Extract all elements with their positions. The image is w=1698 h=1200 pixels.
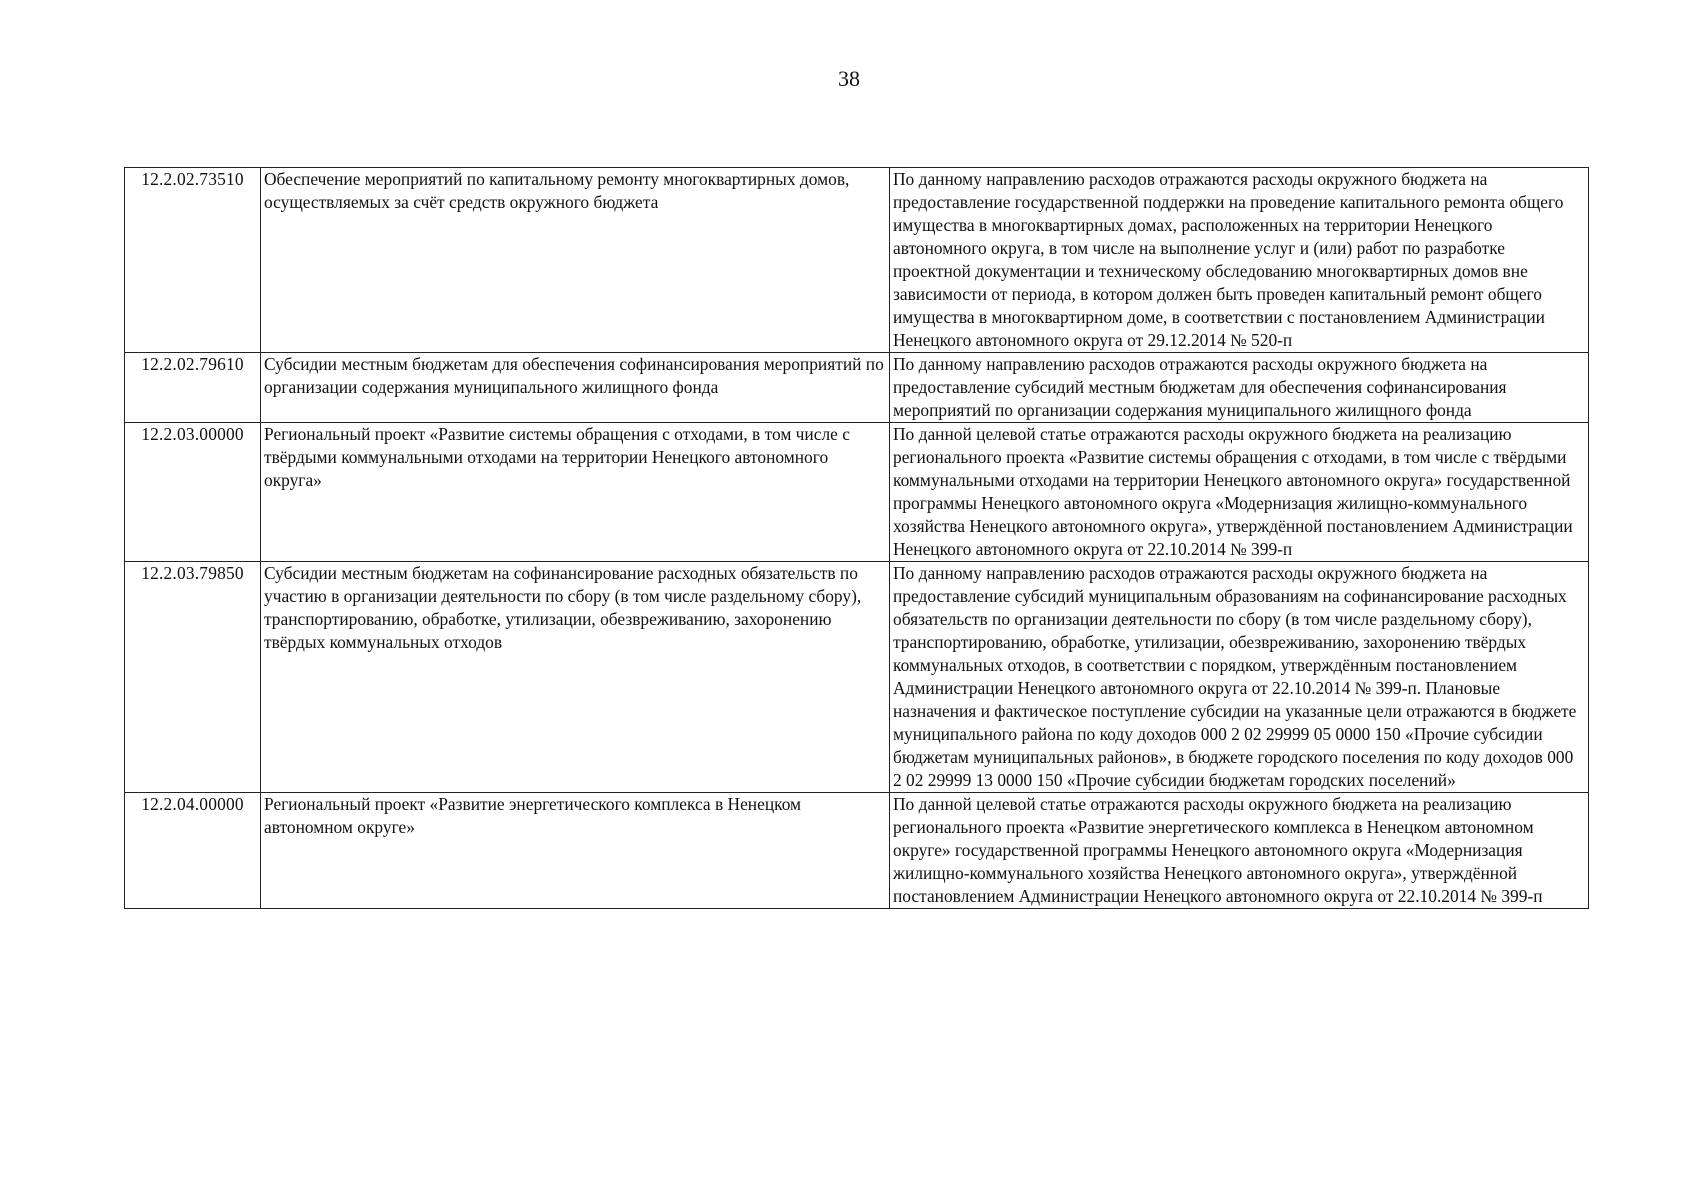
row-code: 12.2.03.79850 [125, 562, 261, 793]
table-row [125, 423, 1589, 562]
row-description: По данной целевой статье отражаются расходы окружного бюджета на реализацию регионального проекта «Развитие энергетического комплекса в Ненецком автономном округе» государственной программы Ненецкого автономного округа «Модернизация жилищно-коммунального хозяйства Ненецкого автономного округа», утверждённой постановлением Администрации Ненецкого автономного округа от 22.10.2014 № 399-п [890, 793, 1589, 909]
row-code: 12.2.02.73510 [125, 168, 261, 353]
table-row [125, 353, 1589, 423]
row-description: По данной целевой статье отражаются расходы окружного бюджета на реализацию регионального проекта «Развитие системы обращения с отходами, в том числе с твёрдыми коммунальными отходами на территории Ненецкого автономного округа» государственной программы Ненецкого автономного округа «Модернизация жилищно-коммунального хозяйства Ненецкого автономного округа», утверждённой постановлением Администрации Ненецкого автономного округа от 22.10.2014 № 399-п [890, 423, 1589, 562]
row-code: 12.2.03.00000 [125, 423, 261, 562]
row-description: По данному направлению расходов отражаются расходы окружного бюджета на предоставление государственной поддержки на проведение капитального ремонта общего имущества в многоквартирных домах, расположенных на территории Ненецкого автономного округа, в том числе на выполнение услуг и (или) работ по разработке проектной документации и техническому обследованию многоквартирных домов вне зависимости от периода, в котором должен быть проведен капитальный ремонт общего имущества в многоквартирном доме, в соответствии с постановлением Администрации Ненецкого автономного округа от 29.12.2014 № 520-п [890, 168, 1589, 353]
row-code: 12.2.02.79610 [125, 353, 261, 423]
row-name: Региональный проект «Развитие энергетического комплекса в Ненецком автономном округе» [261, 793, 890, 909]
page-number: 38 [838, 66, 860, 91]
table-row [125, 562, 1589, 793]
row-name: Региональный проект «Развитие системы обращения с отходами, в том числе с твёрдыми коммунальными отходами на территории Ненецкого автономного округа» [261, 423, 890, 562]
row-code: 12.2.04.00000 [125, 793, 261, 909]
row-description: По данному направлению расходов отражаются расходы окружного бюджета на предоставление субсидий местным бюджетам для обеспечения софинансирования мероприятий по организации содержания муниципального жилищного фонда [890, 353, 1589, 423]
table-row [125, 793, 1589, 909]
row-description: По данному направлению расходов отражаются расходы окружного бюджета на предоставление субсидий муниципальным образованиям на софинансирование расходных обязательств по организации деятельности по сбору (в том числе раздельному сбору), транспортированию, обработке, утилизации, обезвреживанию, захоронению твёрдых коммунальных отходов, в соответствии с порядком, утверждённым постановлением Администрации Ненецкого автономного округа от 22.10.2014 № 399-п. Плановые назначения и фактическое поступление субсидии на указанные цели отражаются в бюджете муниципального района по коду доходов 000 2 02 29999 05 0000 150 «Прочие субсидии бюджетам муниципальных районов», в бюджете городского поселения по коду доходов 000 2 02 29999 13 0000 150 «Прочие субсидии бюджетам городских поселений» [890, 562, 1589, 793]
row-name: Субсидии местным бюджетам для обеспечения софинансирования мероприятий по организации содержания муниципального жилищного фонда [261, 353, 890, 423]
budget-classification-table [124, 167, 1589, 909]
table-row [125, 168, 1589, 353]
row-name: Обеспечение мероприятий по капитальному ремонту многоквартирных домов, осуществляемых за счёт средств окружного бюджета [261, 168, 890, 353]
row-name: Субсидии местным бюджетам на софинансирование расходных обязательств по участию в организации деятельности по сбору (в том числе раздельному сбору), транспортированию, обработке, утилизации, обезвреживанию, захоронению твёрдых коммунальных отходов [261, 562, 890, 793]
